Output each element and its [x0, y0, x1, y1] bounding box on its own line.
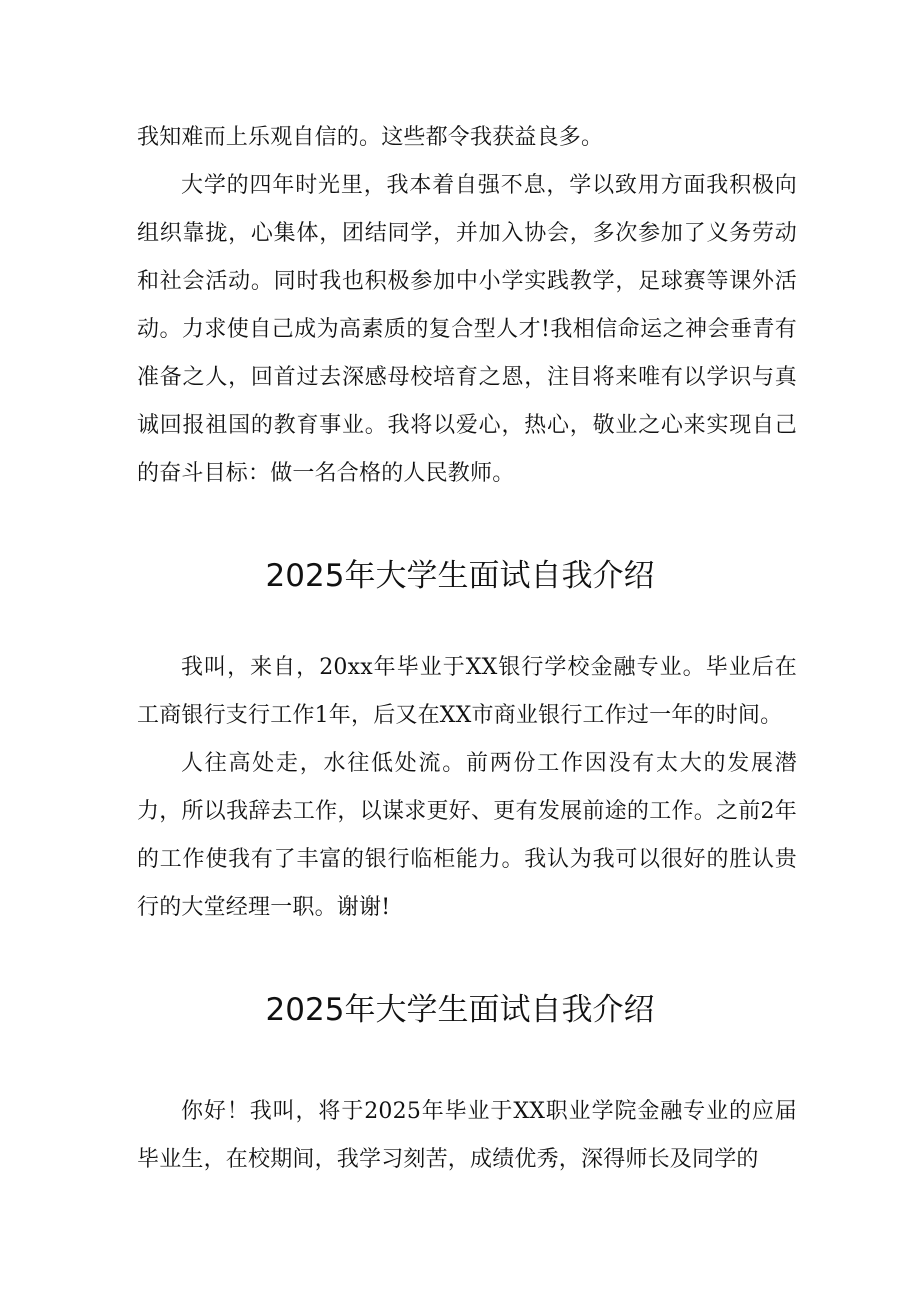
section-title: 2025年大学生面试自我介绍 — [265, 558, 655, 594]
paragraph-career-goal: 人往高处走，水往低处流。前两份工作因没有太大的发展潜力，所以我辞去工作，以谋求更好、更有发展前途的工作。之前2年的工作使我有了丰富的银行临柜能力。我认为我可以很好的胜认贵行的大堂经理一职。谢谢! — [137, 751, 797, 920]
section-title: 2025年大学生面试自我介绍 — [265, 992, 655, 1028]
paragraph-continued: 我知难而上乐观自信的。这些都令我获益良多。 — [137, 125, 604, 150]
paragraph-university-years: 大学的四年时光里，我本着自强不息，学以致用方面我积极向组织靠拢，心集体，团结同学，并加入协会，多次参加了义务劳动和社会活动。同时我也积极参加中小学实践教学，足球赛等课外活动。力求使自己成为高素质的复合型人才!我相信命运之神会垂青有准备之人，回首过去深感母校培育之恩，注目将来唯有以学识与真诚回报祖国的教育事业。我将以爱心，热心，敬业之心来实现自己的奋斗目标：做一名合格的人民教师。 — [137, 173, 797, 486]
paragraph-introduction: 我叫，来自，20xx年毕业于XX银行学校金融专业。毕业后在工商银行支行工作1年，后又在XX市商业银行工作过一年的时间。 — [137, 655, 797, 728]
paragraph-greeting: 你好！我叫，将于2025年毕业于XX职业学院金融专业的应届毕业生，在校期间，我学习刻苦，成绩优秀，深得师长及同学的 — [137, 1099, 797, 1172]
